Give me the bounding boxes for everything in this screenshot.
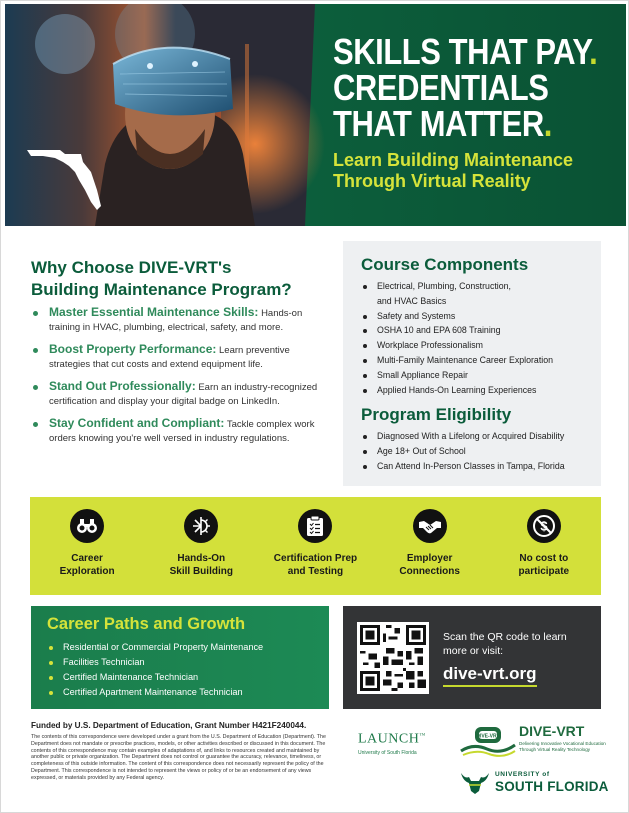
benefit-lead: Stay Confident and Compliant: [49, 416, 225, 430]
svg-text:$: $ [540, 518, 548, 534]
usf-name-text: SOUTH FLORIDA [495, 779, 609, 794]
subhead-line-1: Learn Building Maintenance [333, 150, 574, 170]
course-item: Workplace Professionalism [361, 338, 585, 353]
funding-statement: Funded by U.S. Department of Education, Grant Number H421F240044. [31, 721, 307, 730]
feature-no-cost [489, 509, 599, 578]
career-item: Certified Apartment Maintenance Technician [47, 685, 315, 700]
handshake-icon [413, 509, 447, 543]
headline-line-2: CREDENTIALS [333, 67, 549, 108]
career-item: Residential or Commercial Property Maintenance [47, 640, 315, 655]
hero-subhead [333, 150, 623, 192]
eligibility-list [361, 429, 585, 473]
launch-wordmark: LAUNCH™ [358, 731, 426, 747]
benefit-text: Hands-on training in HVAC, plumbing, electrical, safety, and more. [49, 308, 303, 333]
career-paths-box [31, 606, 329, 709]
course-item: Safety and Systems [361, 309, 585, 324]
benefit-text: Tackle complex work orders knowing you're well versed in industry regulations. [49, 419, 315, 444]
subhead-line-2: Through Virtual Reality [333, 171, 531, 191]
feature-career-exploration [32, 509, 142, 578]
headline-line-3: THAT MATTER. [333, 103, 552, 144]
career-item: Certified Maintenance Technician [47, 670, 315, 685]
usf-bull-icon [459, 769, 491, 795]
course-components-list [361, 279, 585, 397]
benefit-item [31, 306, 321, 334]
career-paths-list [47, 640, 315, 700]
course-item: Small Appliance Repair [361, 368, 585, 383]
launch-logo [358, 728, 436, 757]
course-components-box [343, 241, 601, 486]
career-paths-heading: Career Paths and Growth [47, 615, 246, 633]
dive-vrt-logo [459, 721, 604, 761]
benefit-item [31, 343, 321, 371]
binoculars-icon [70, 509, 104, 543]
course-item: Multi-Family Maintenance Career Exploration [361, 353, 585, 368]
feature-hands-on [146, 509, 256, 578]
website-link[interactable]: dive-vrt.org [443, 664, 537, 687]
headline-line-1: SKILLS THAT PAY. [333, 31, 598, 72]
program-eligibility-heading: Program Eligibility [361, 405, 512, 425]
course-item: Electrical, Plumbing, Construction, and HVAC Basics [361, 279, 585, 309]
features-band [30, 497, 601, 595]
benefit-item [31, 417, 321, 445]
svg-text:DIVE-VRT: DIVE-VRT [476, 733, 500, 740]
career-item: Facilities Technician [47, 655, 315, 670]
feature-label: Employer Connections [399, 553, 460, 577]
usf-university-text: UNIVERSITY of [495, 771, 550, 778]
qr-code[interactable] [357, 622, 429, 694]
hero-banner [5, 4, 626, 226]
dive-vrt-tagline: Delivering Innovative Vocational Education Through Virtual Reality Technology [519, 741, 606, 752]
usf-logo [459, 769, 609, 797]
eligibility-item: Can Attend In-Person Classes in Tampa, Florida [361, 459, 585, 474]
clipboard-checklist-icon [298, 509, 332, 543]
why-choose-heading [31, 257, 321, 301]
benefits-list [31, 306, 321, 454]
benefit-lead: Stand Out Professionally: [49, 379, 196, 393]
benefit-lead: Boost Property Performance: [49, 342, 217, 356]
dive-vrt-wordmark: DIVE-VRT [519, 723, 585, 739]
qr-code-box [343, 606, 601, 709]
eligibility-item: Age 18+ Out of School [361, 444, 585, 459]
benefit-text: Earn an industry-recognized certification and display your digital badge on LinkedIn. [49, 382, 318, 407]
course-item: Applied Hands-On Learning Experiences [361, 383, 585, 398]
no-cost-icon [527, 509, 561, 543]
benefit-item [31, 380, 321, 408]
feature-certification [260, 509, 370, 578]
feature-label: Hands-On Skill Building [169, 553, 233, 577]
feature-label: No cost to participate [518, 553, 570, 577]
feature-employer [375, 509, 485, 578]
feature-label: Career Exploration [59, 553, 115, 577]
dive-vrt-emblem-icon [459, 721, 517, 761]
benefit-lead: Master Essential Maintenance Skills: [49, 305, 259, 319]
snowflake-sun-icon [184, 509, 218, 543]
benefit-text: Learn preventive strategies that cut costs and extend equipment life. [49, 345, 290, 370]
hero-text [333, 31, 623, 192]
qr-instructions: Scan the QR code to learn more or visit: [443, 631, 567, 657]
eligibility-item: Diagnosed With a Lifelong or Acquired Disability [361, 429, 585, 444]
why-title-line-1: Why Choose DIVE-VRT's [31, 258, 232, 277]
feature-label: Certification Prep and Testing [273, 553, 358, 577]
launch-subtitle: University of South Florida [358, 749, 417, 756]
course-components-heading: Course Components [361, 255, 529, 274]
disclaimer-text: The contents of this correspondence were developed under a grant from the U.S. Department of Education (Department). The Department does not mandate or prescribe practices, models, or other activities described or discussed in this document. The contents of this correspondence may contain examples of adaptations of, and links to resources created and maintained by another public or private organization. The Department does not control or guarantee the accuracy, relevance, timeliness, or completeness of this outside information. The content of this correspondence does not necessarily represent the policy of the Department. This correspondence is not intended to represent the views or policy of or be an endorsement of any views expressed, or materials provided by any Federal agency. [31, 734, 326, 781]
course-item: OSHA 10 and EPA 608 Training [361, 323, 585, 338]
why-title-line-2: Building Maintenance Program? [31, 280, 292, 299]
